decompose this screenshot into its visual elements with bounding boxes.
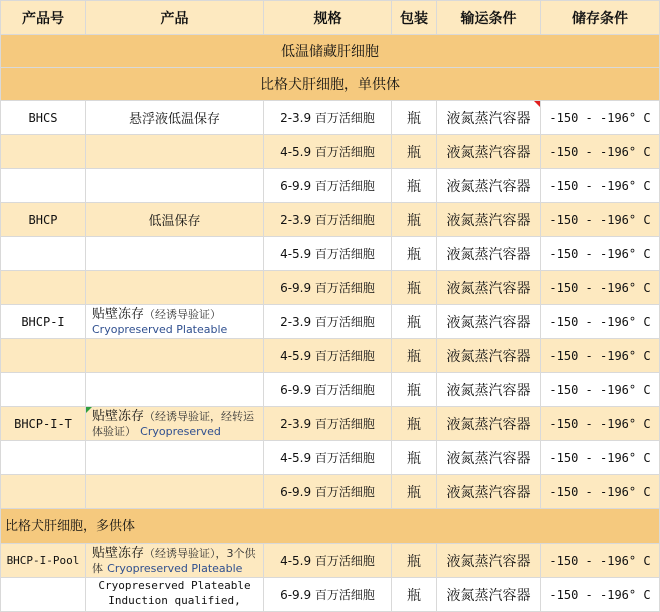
spec-cell: 6-9.9 百万活细胞 — [264, 578, 392, 612]
empty-cell — [1, 339, 86, 373]
table-row — [1, 237, 660, 271]
empty-cell — [1, 578, 86, 612]
storage-cell: -150 - -196° C — [541, 135, 660, 169]
empty-cell — [86, 475, 264, 509]
transport-cell: 液氮蒸汽容器 — [437, 169, 541, 203]
header-transport: 输运条件 — [437, 1, 541, 35]
section-row — [1, 35, 660, 68]
product-name-zh: 贴壁冻存 — [92, 408, 145, 424]
empty-cell — [86, 373, 264, 407]
header-pack: 包装 — [392, 1, 437, 35]
table-row — [1, 305, 660, 339]
table-row — [1, 578, 660, 612]
pack-cell: 瓶 — [392, 135, 437, 169]
table-row — [1, 169, 660, 203]
transport-cell: 液氮蒸汽容器 — [437, 271, 541, 305]
product-name-note: （经诱导验证，经转运体验证） — [92, 409, 255, 438]
product-name-note: （经诱导验证），3个供体 — [92, 546, 256, 575]
empty-cell — [86, 271, 264, 305]
pack-cell: 瓶 — [392, 373, 437, 407]
storage-cell: -150 - -196° C — [541, 373, 660, 407]
storage-cell: -150 - -196° C — [541, 101, 660, 135]
empty-cell — [86, 237, 264, 271]
spec-cell: 6-9.9 百万活细胞 — [264, 475, 392, 509]
product-name-en-full: Cryopreserved Plateable Induction qualified, — [86, 578, 264, 612]
header-code: 产品号 — [1, 1, 86, 35]
product-name: 悬浮液低温保存 — [86, 101, 264, 135]
product-code: BHCS — [1, 101, 86, 135]
product-name-zh: 贴壁冻存 — [92, 545, 145, 561]
product-name-en: Cryopreserved — [140, 424, 221, 438]
transport-cell: 液氮蒸汽容器 — [437, 441, 541, 475]
empty-cell — [1, 237, 86, 271]
empty-cell — [86, 441, 264, 475]
section-title: 低温储藏肝细胞 — [1, 35, 660, 68]
storage-cell: -150 - -196° C — [541, 237, 660, 271]
product-name — [86, 305, 264, 339]
table-row — [1, 441, 660, 475]
storage-cell: -150 - -196° C — [541, 578, 660, 612]
empty-cell — [1, 169, 86, 203]
product-code: BHCP-I — [1, 305, 86, 339]
subsection-title-multi: 比格犬肝细胞，多供体 — [1, 509, 660, 544]
header-row — [1, 1, 660, 35]
transport-cell: 液氮蒸汽容器 — [437, 135, 541, 169]
transport-cell: 液氮蒸汽容器 — [437, 101, 541, 135]
product-name-en: Cryopreserved Plateable — [107, 561, 243, 575]
storage-cell: -150 - -196° C — [541, 475, 660, 509]
spec-cell: 4-5.9 百万活细胞 — [264, 544, 392, 578]
table-row — [1, 135, 660, 169]
header-spec: 规格 — [264, 1, 392, 35]
pack-cell: 瓶 — [392, 544, 437, 578]
transport-cell: 液氮蒸汽容器 — [437, 407, 541, 441]
storage-cell: -150 - -196° C — [541, 271, 660, 305]
pack-cell: 瓶 — [392, 339, 437, 373]
empty-cell — [86, 135, 264, 169]
storage-cell: -150 - -196° C — [541, 339, 660, 373]
spec-cell: 2-3.9 百万活细胞 — [264, 407, 392, 441]
subsection-title: 比格犬肝细胞，单供体 — [1, 68, 660, 101]
storage-cell: -150 - -196° C — [541, 441, 660, 475]
product-name-note: （经诱导验证） — [144, 307, 222, 321]
pack-cell: 瓶 — [392, 271, 437, 305]
storage-cell: -150 - -196° C — [541, 203, 660, 237]
pack-cell: 瓶 — [392, 203, 437, 237]
spec-cell: 4-5.9 百万活细胞 — [264, 135, 392, 169]
header-product: 产品 — [86, 1, 264, 35]
storage-cell: -150 - -196° C — [541, 407, 660, 441]
storage-cell: -150 - -196° C — [541, 305, 660, 339]
empty-cell — [1, 135, 86, 169]
header-storage: 储存条件 — [541, 1, 660, 35]
pack-cell: 瓶 — [392, 407, 437, 441]
transport-cell: 液氮蒸汽容器 — [437, 578, 541, 612]
spec-cell: 2-3.9 百万活细胞 — [264, 305, 392, 339]
spec-cell: 4-5.9 百万活细胞 — [264, 237, 392, 271]
pack-cell: 瓶 — [392, 475, 437, 509]
transport-cell: 液氮蒸汽容器 — [437, 475, 541, 509]
product-name — [86, 544, 264, 578]
table-row — [1, 339, 660, 373]
empty-cell — [86, 169, 264, 203]
table-row — [1, 407, 660, 441]
pack-cell: 瓶 — [392, 169, 437, 203]
spec-cell: 2-3.9 百万活细胞 — [264, 203, 392, 237]
product-code: BHCP — [1, 203, 86, 237]
pack-cell: 瓶 — [392, 578, 437, 612]
empty-cell — [1, 373, 86, 407]
transport-cell: 液氮蒸汽容器 — [437, 373, 541, 407]
product-code: BHCP-I-T — [1, 407, 86, 441]
product-name-zh: 贴壁冻存 — [92, 306, 145, 322]
table-row — [1, 544, 660, 578]
empty-cell — [86, 339, 264, 373]
spec-cell: 6-9.9 百万活细胞 — [264, 169, 392, 203]
spec-cell: 4-5.9 百万活细胞 — [264, 339, 392, 373]
storage-cell: -150 - -196° C — [541, 169, 660, 203]
product-name — [86, 407, 264, 441]
table-row — [1, 475, 660, 509]
storage-cell: -150 - -196° C — [541, 544, 660, 578]
product-code: BHCP-I-Pool — [1, 544, 86, 578]
empty-cell — [1, 441, 86, 475]
empty-cell — [1, 271, 86, 305]
table-row — [1, 271, 660, 305]
spec-cell: 4-5.9 百万活细胞 — [264, 441, 392, 475]
product-name-en: Cryopreserved Plateable — [92, 322, 228, 336]
transport-cell: 液氮蒸汽容器 — [437, 339, 541, 373]
product-name: 低温保存 — [86, 203, 264, 237]
empty-cell — [1, 475, 86, 509]
table-row — [1, 101, 660, 135]
transport-cell: 液氮蒸汽容器 — [437, 544, 541, 578]
pack-cell: 瓶 — [392, 237, 437, 271]
spec-cell: 2-3.9 百万活细胞 — [264, 101, 392, 135]
transport-cell: 液氮蒸汽容器 — [437, 237, 541, 271]
pack-cell: 瓶 — [392, 101, 437, 135]
transport-cell: 液氮蒸汽容器 — [437, 305, 541, 339]
pack-cell: 瓶 — [392, 441, 437, 475]
spec-cell: 6-9.9 百万活细胞 — [264, 373, 392, 407]
table-row — [1, 203, 660, 237]
subsection-row — [1, 509, 660, 544]
pack-cell: 瓶 — [392, 305, 437, 339]
table-row — [1, 373, 660, 407]
spec-cell: 6-9.9 百万活细胞 — [264, 271, 392, 305]
transport-cell: 液氮蒸汽容器 — [437, 203, 541, 237]
subsection-row — [1, 68, 660, 101]
